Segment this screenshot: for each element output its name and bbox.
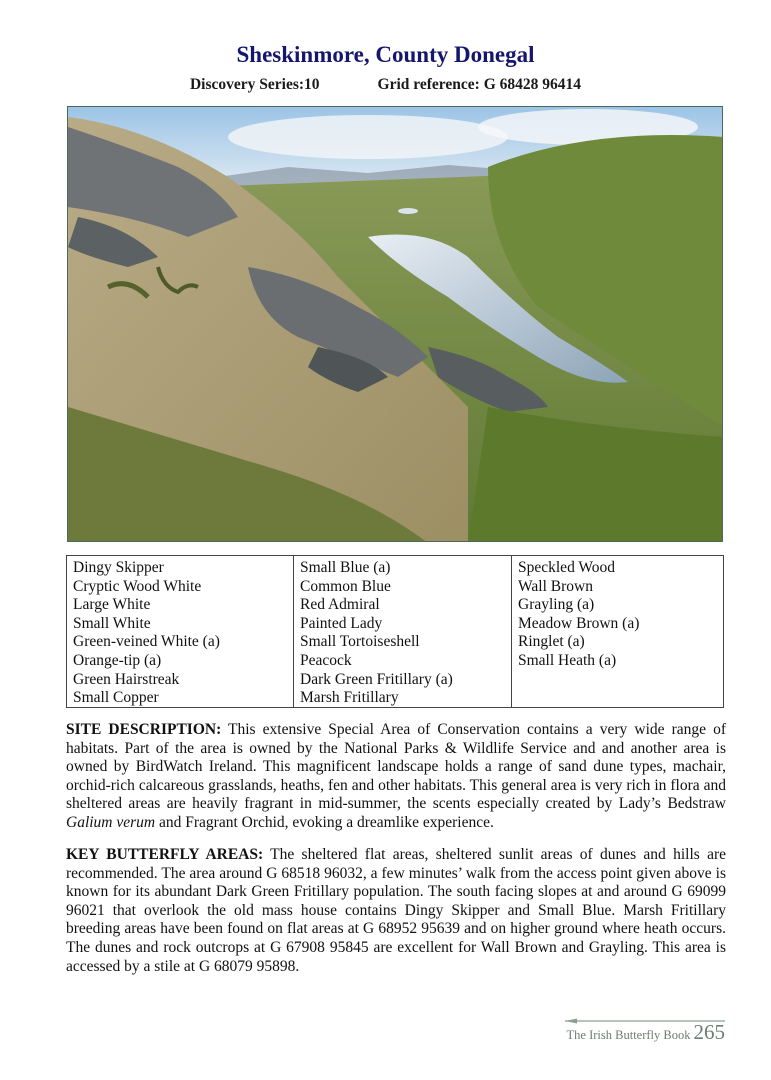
key-butterfly-areas — [66, 846, 726, 976]
page-footer — [567, 1020, 725, 1045]
species-item: Marsh Fritillary — [300, 689, 399, 707]
quill-rule-icon — [565, 1018, 725, 1024]
page-subtitle — [0, 76, 771, 94]
discovery-series: Discovery Series:10 — [189, 76, 320, 93]
species-item: Ringlet (a) — [518, 633, 585, 651]
species-item: Peacock — [300, 651, 352, 669]
species-item: Small Tortoiseshell — [300, 633, 420, 651]
species-item: Common Blue — [300, 577, 391, 595]
species-item: Grayling (a) — [518, 596, 595, 614]
site-description-text-end: and Fragrant Orchid, evoking a dreamlike experience. — [155, 813, 494, 831]
site-description — [66, 721, 726, 833]
species-item: Meadow Brown (a) — [518, 614, 640, 632]
species-item: Small Blue (a) — [300, 559, 391, 576]
species-item: Speckled Wood — [518, 559, 616, 576]
landscape-photo-icon — [68, 107, 723, 542]
species-item: Orange-tip (a) — [73, 651, 162, 669]
grid-reference: Grid reference: G 68428 96414 — [377, 76, 582, 93]
site-description-heading: SITE DESCRIPTION: — [66, 721, 222, 738]
species-item: Red Admiral — [300, 596, 380, 614]
species-item: Small White — [73, 614, 151, 632]
species-item: Cryptic Wood White — [73, 577, 202, 595]
species-item: Dingy Skipper — [73, 559, 164, 576]
species-latin-name: Galium verum — [66, 813, 156, 831]
page-title: Sheskinmore, County Donegal — [236, 42, 535, 67]
book-title: The Irish Butterfly Book — [566, 1028, 691, 1042]
species-item: Green Hairstreak — [73, 670, 180, 688]
page-number: 265 — [693, 1020, 725, 1044]
species-item: Small Heath (a) — [518, 651, 617, 669]
key-areas-heading: KEY BUTTERFLY AREAS: — [66, 846, 264, 863]
species-table — [66, 555, 724, 708]
species-column-3 — [511, 556, 723, 707]
species-item: Green-veined White (a) — [73, 633, 220, 651]
species-item: Small Copper — [73, 689, 159, 707]
landscape-photo — [67, 106, 723, 542]
site-description-text: This extensive Special Area of Conservation contains a very wide range of habitats. Part of the area is owned by the National Parks & Wildlife Service and and another area is owned by BirdWatch Ireland. This magnificent landscape holds a range of sand dune types, machair, orchid-rich calcareous grasslands, heaths, fen and other habitats. This general area is very rich in flora and sheltered areas are heavily fragrant in mid-summer, the scents especially created by Lady’s Bedstraw — [66, 721, 726, 813]
species-column-1 — [67, 556, 293, 707]
species-column-2 — [293, 556, 511, 707]
species-item: Wall Brown — [518, 577, 593, 595]
key-areas-text: The sheltered flat areas, sheltered sunlit areas of dunes and hills are recommended. The area around G 68518 96032, a few minutes’ walk from the access point given above is known for its abundant Dark Green Fritillary population. The south facing slopes at and around G 69099 96021 that overlook the old mass house contains Dingy Skipper and Small Blue. Marsh Fritillary breeding areas have been found on flat areas at G 68952 95639 and on higher ground where heath occurs. The dunes and rock outcrops at G 67908 95845 are excellent for Wall Brown and Grayling. This area is accessed by a stile at G 68079 95898. — [66, 846, 726, 975]
species-item: Dark Green Fritillary (a) — [300, 670, 453, 688]
species-item: Painted Lady — [300, 614, 383, 632]
species-item: Large White — [73, 596, 151, 614]
